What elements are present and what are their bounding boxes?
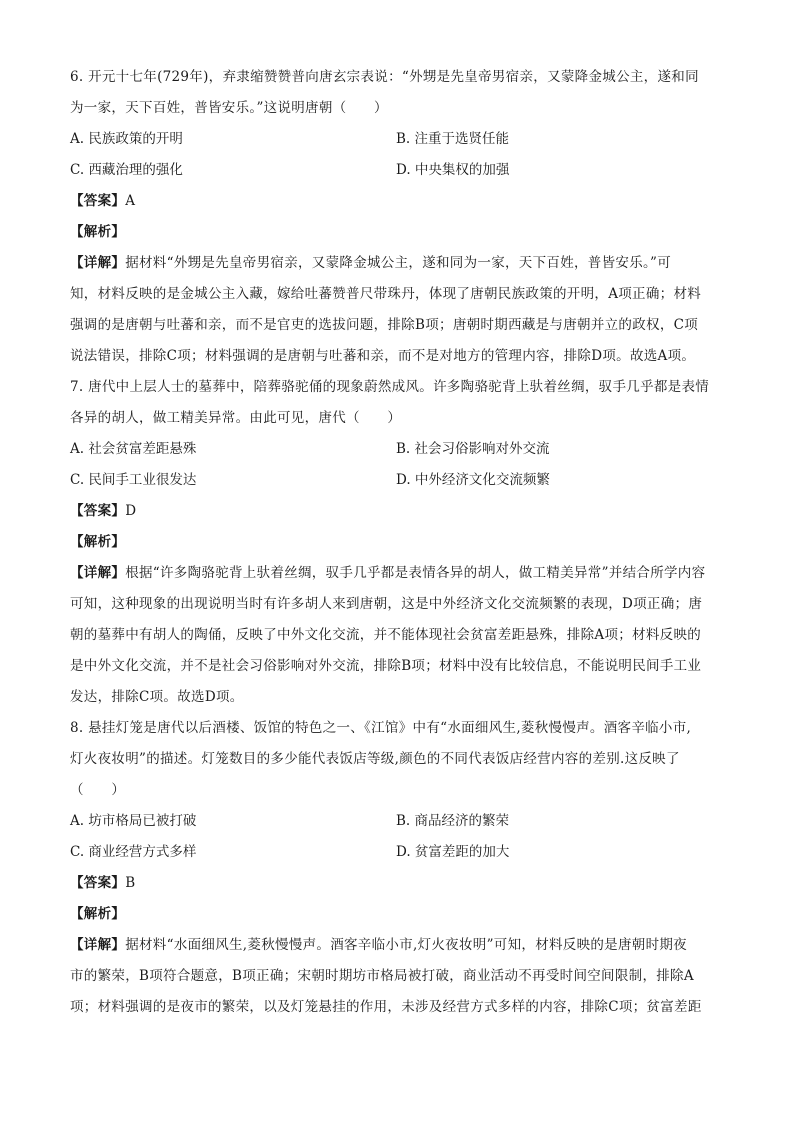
option-a: A. 社会贫富差距悬殊 xyxy=(70,441,197,457)
option-d: D. 中外经济文化交流频繁 xyxy=(396,472,550,488)
answer-tag: 【答案】 xyxy=(70,193,126,209)
analysis-tag: 【解析】 xyxy=(70,906,126,922)
question-6 xyxy=(70,62,730,372)
detail-line: 朝的墓葬中有胡人的陶俑，反映了中外文化交流，并不能体现社会贫富差距悬殊，排除A项；材料反映的 xyxy=(70,627,702,643)
answer-value: D xyxy=(125,503,137,519)
detail-line: 是中外文化交流，并不是社会习俗影响对外交流，排除B项；材料中没有比较信息，不能说明民间手工业 xyxy=(70,658,702,674)
detail-text: 根据“许多陶骆驼背上驮着丝绸，驭手几乎都是表情各异的胡人，做工精美异常”并结合所学内容 xyxy=(125,565,706,581)
answer-line xyxy=(70,186,730,217)
question-stem-line: 各异的胡人，做工精美异常。由此可见，唐代（ ） xyxy=(70,410,402,426)
detail-line xyxy=(70,930,730,961)
options-row xyxy=(70,155,730,186)
options-row xyxy=(70,806,730,837)
question-stem-line: （ ） xyxy=(70,782,126,798)
question-stem-line: 为一家，天下百姓，普皆安乐。”这说明唐朝（ ） xyxy=(70,100,388,116)
analysis-tag: 【解析】 xyxy=(70,534,126,550)
option-c: C. 商业经营方式多样 xyxy=(70,844,197,860)
detail-line: 市的繁荣，B项符合题意，B项正确；宋朝时期坊市格局被打破，商业活动不再受时间空间限制，排除A xyxy=(70,968,694,984)
options-row xyxy=(70,434,730,465)
detail-line: 项；材料强调的是夜市的繁荣，以及灯笼悬挂的作用，未涉及经营方式多样的内容，排除C项；贫富差距 xyxy=(70,999,702,1015)
detail-line xyxy=(70,558,730,589)
detail-line xyxy=(70,248,730,279)
option-b: B. 商品经济的繁荣 xyxy=(396,813,510,829)
detail-tag: 【详解】 xyxy=(70,255,126,271)
analysis-tag: 【解析】 xyxy=(70,224,126,240)
question-stem-line: 灯火夜妆明”的描述。灯笼数目的多少能代表饭店等级,颜色的不同代表饭店经营内容的差别.这反映了 xyxy=(70,751,680,767)
detail-text: 据材料“水面细风生,菱秋慢慢声。酒客辛临小市,灯火夜妆明”可知，材料反映的是唐朝时期夜 xyxy=(125,937,687,953)
option-d: D. 贫富差距的加大 xyxy=(396,844,510,860)
document-page xyxy=(70,62,730,1023)
question-stem-line: 7. 唐代中上层人士的墓葬中，陪葬骆驼俑的现象蔚然成风。许多陶骆驼背上驮着丝绸，驭手几乎都是表情 xyxy=(70,379,710,395)
detail-line: 说法错误，排除C项；材料强调的是唐朝与吐蕃和亲，而不是对地方的管理内容，排除D项。故选A项。 xyxy=(70,348,696,364)
options-row xyxy=(70,837,730,868)
answer-tag: 【答案】 xyxy=(70,503,126,519)
answer-value: A xyxy=(125,193,136,209)
question-8 xyxy=(70,713,730,1023)
detail-line: 强调的是唐朝与吐蕃和亲，而不是官吏的选拔问题，排除B项；唐朝时期西藏是与唐朝并立的政权，C项 xyxy=(70,317,699,333)
options-row xyxy=(70,124,730,155)
option-a: A. 民族政策的开明 xyxy=(70,131,183,147)
question-stem-line: 6. 开元十七年(729年)，弃隶缩赞赞普向唐玄宗表说：“外甥是先皇帝男宿亲，又蒙降金城公主，遂和同 xyxy=(70,69,699,85)
detail-tag: 【详解】 xyxy=(70,565,126,581)
option-a: A. 坊市格局已被打破 xyxy=(70,813,197,829)
answer-line xyxy=(70,496,730,527)
detail-tag: 【详解】 xyxy=(70,937,126,953)
question-stem-line: 8. 悬挂灯笼是唐代以后酒楼、饭馆的特色之一、《江馆》中有“水面细风生,菱秋慢慢声。酒客辛临小市, xyxy=(70,720,692,736)
question-7 xyxy=(70,372,730,713)
option-b: B. 社会习俗影响对外交流 xyxy=(396,441,550,457)
answer-tag: 【答案】 xyxy=(70,875,126,891)
detail-line: 知，材料反映的是金城公主入藏，嫁给吐蕃赞普尺带珠丹，体现了唐朝民族政策的开明，A项正确；材料 xyxy=(70,286,702,302)
option-b: B. 注重于选贤任能 xyxy=(396,131,510,147)
detail-text: 据材料“外甥是先皇帝男宿亲，又蒙降金城公主，遂和同为一家，天下百姓，普皆安乐。”可 xyxy=(125,255,672,271)
options-row xyxy=(70,465,730,496)
answer-line xyxy=(70,868,730,899)
option-c: C. 西藏治理的强化 xyxy=(70,162,183,178)
option-d: D. 中央集权的加强 xyxy=(396,162,510,178)
answer-value: B xyxy=(125,875,136,891)
option-c: C. 民间手工业很发达 xyxy=(70,472,197,488)
detail-line: 可知，这种现象的出现说明当时有许多胡人来到唐朝，这是中外经济文化交流频繁的表现，D项正确；唐 xyxy=(70,596,703,612)
detail-line: 发达，排除C项。故选D项。 xyxy=(70,689,244,705)
